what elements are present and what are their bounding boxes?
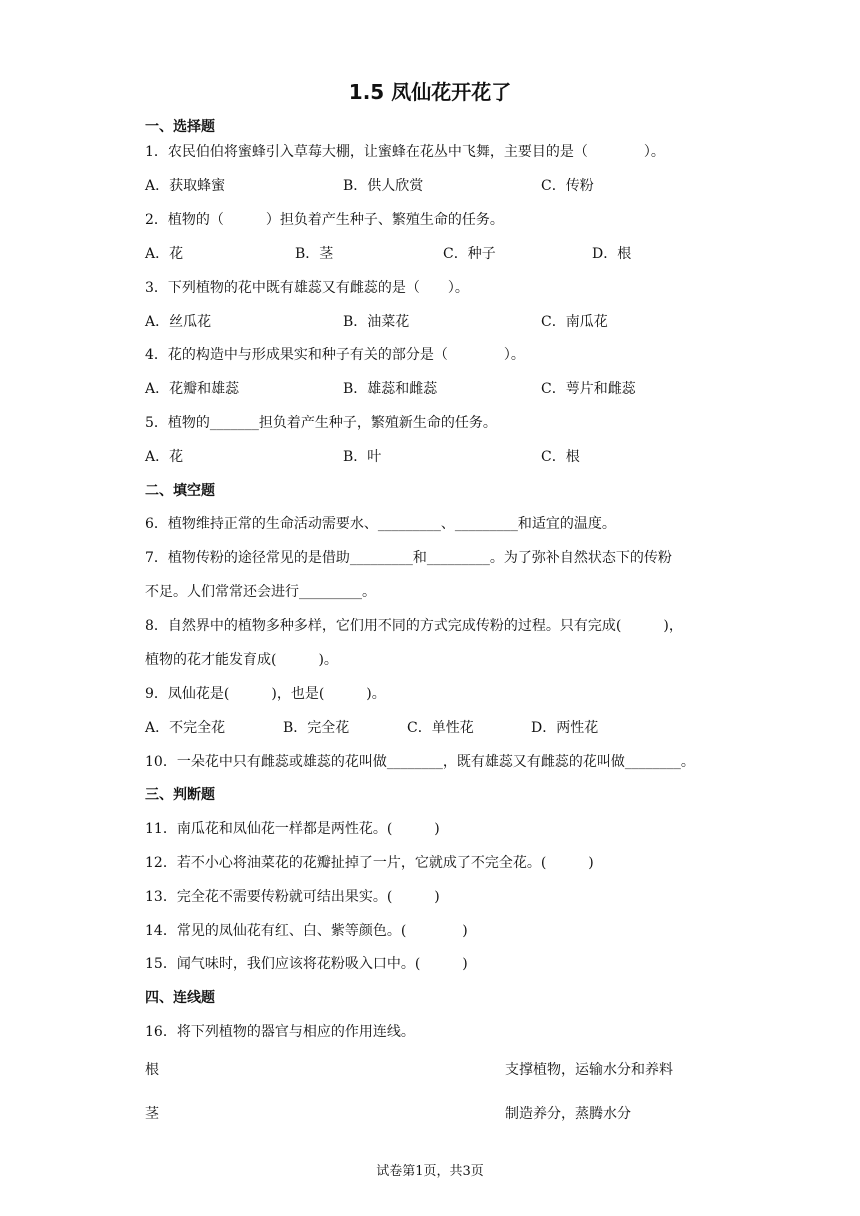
option-d: D．两性花 (531, 720, 599, 736)
question-8-line-1: 8．自然界中的植物多种多样，它们用不同的方式完成传粉的过程。只有完成( )， (145, 618, 683, 634)
option-c: C．传粉 (541, 178, 594, 194)
question-5-options (145, 446, 725, 466)
question-13: 13．完全花不需要传粉就可结出果实。( ) (145, 889, 440, 905)
question-4: 4．花的构造中与形成果实和种子有关的部分是（ ）。 (145, 347, 525, 363)
page-footer: 试卷第1页，共3页 (376, 1164, 484, 1179)
option-a: A．花 (145, 246, 184, 262)
question-12: 12．若不小心将油菜花的花瓣扯掉了一片，它就成了不完全花。( ) (145, 855, 594, 871)
question-7-line-2: 不足。人们常常还会进行_________。 (145, 584, 376, 600)
section-heading-match: 四、连线题 (145, 990, 215, 1006)
question-7-line-1: 7．植物传粉的途径常见的是借助_________和_________。为了弥补自然状态下的传粉 (145, 550, 672, 566)
question-8-line-2: 植物的花才能发育成( )。 (145, 652, 338, 668)
question-4-options (145, 378, 725, 398)
option-b: B．茎 (295, 246, 334, 262)
option-a: A．获取蜂蜜 (145, 178, 226, 194)
question-2: 2．植物的（ ）担负着产生种子、繁殖生命的任务。 (145, 212, 504, 228)
option-a: A．不完全花 (145, 720, 226, 736)
option-b: B．供人欣赏 (343, 178, 424, 194)
question-3: 3．下列植物的花中既有雄蕊又有雌蕊的是（ ）。 (145, 280, 469, 296)
option-c: C．单性花 (407, 720, 474, 736)
question-1-options (145, 175, 725, 195)
option-a: A．花瓣和雄蕊 (145, 381, 240, 397)
option-b: B．叶 (343, 449, 382, 465)
option-a: A．丝瓜花 (145, 314, 212, 330)
match-right-nutrients: 制造养分，蒸腾水分 (505, 1106, 631, 1122)
question-5: 5．植物的_______担负着产生种子，繁殖新生命的任务。 (145, 415, 497, 431)
option-c: C．南瓜花 (541, 314, 608, 330)
question-1: 1．农民伯伯将蜜蜂引入草莓大棚，让蜜蜂在花丛中飞舞，主要目的是（ ）。 (145, 144, 665, 160)
option-b: B．油菜花 (343, 314, 410, 330)
option-b: B．雄蕊和雌蕊 (343, 381, 438, 397)
question-2-options (145, 243, 725, 263)
match-right-support: 支撑植物，运输水分和养料 (505, 1062, 673, 1078)
match-left-root: 根 (145, 1062, 159, 1078)
option-c: C．根 (541, 449, 580, 465)
option-a: A．花 (145, 449, 184, 465)
section-heading-fill: 二、填空题 (145, 483, 215, 499)
page-title: 1.5 凤仙花开花了 (348, 80, 512, 104)
match-left-stem: 茎 (145, 1106, 159, 1122)
option-c: C．萼片和雌蕊 (541, 381, 636, 397)
question-3-options (145, 311, 725, 331)
question-6: 6．植物维持正常的生命活动需要水、_________、_________和适宜的温度。 (145, 516, 616, 532)
section-heading-choice: 一、选择题 (145, 119, 215, 135)
question-14: 14．常见的凤仙花有红、白、紫等颜色。( ) (145, 923, 468, 939)
option-c: C．种子 (443, 246, 496, 262)
question-9: 9．凤仙花是( )，也是( )。 (145, 686, 386, 702)
question-11: 11．南瓜花和凤仙花一样都是两性花。( ) (145, 821, 440, 837)
question-15: 15．闻气味时，我们应该将花粉吸入口中。( ) (145, 956, 468, 972)
section-heading-judge: 三、判断题 (145, 787, 215, 803)
question-16: 16．将下列植物的器官与相应的作用连线。 (145, 1024, 415, 1040)
question-10: 10．一朵花中只有雌蕊或雄蕊的花叫做________，既有雄蕊又有雌蕊的花叫做________。 (145, 754, 695, 770)
option-b: B．完全花 (283, 720, 350, 736)
question-9-options (145, 717, 725, 737)
option-d: D．根 (592, 246, 632, 262)
